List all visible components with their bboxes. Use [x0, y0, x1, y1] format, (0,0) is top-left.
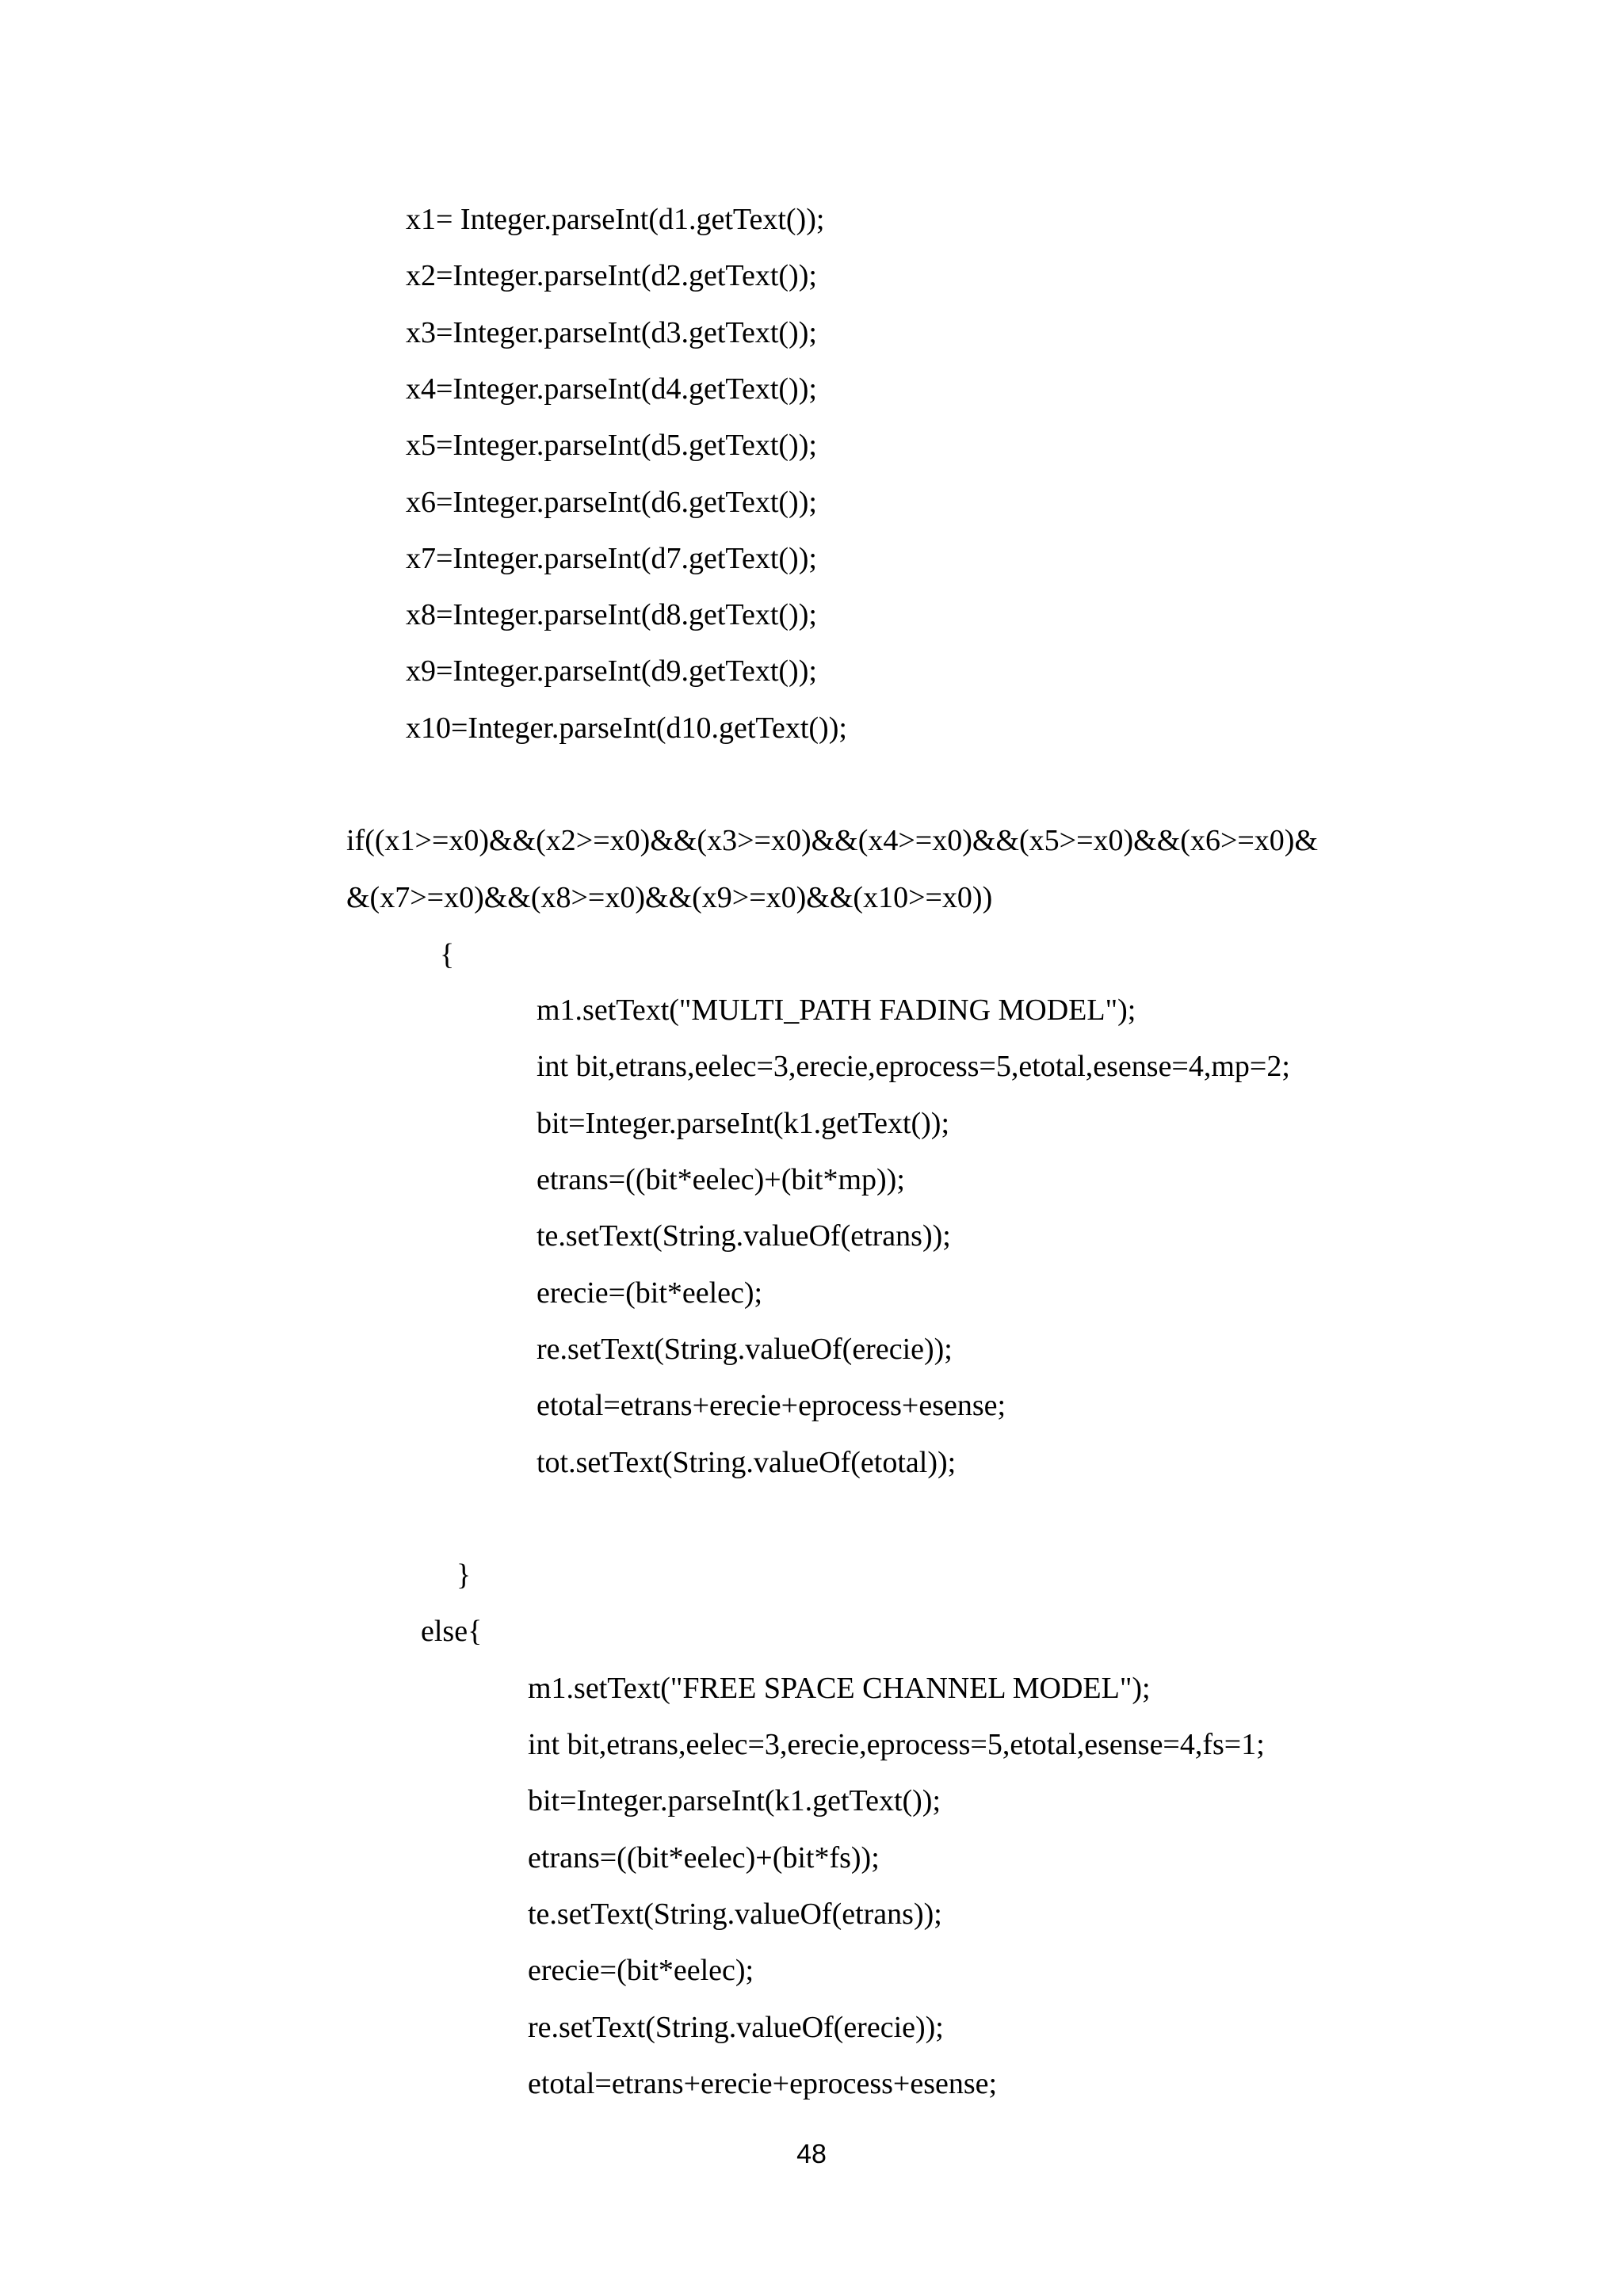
else-block-line-1: m1.setText("FREE SPACE CHANNEL MODEL");: [528, 1672, 1151, 1705]
if-block-line-6: erecie=(bit*eelec);: [537, 1276, 763, 1310]
if-close-brace: }: [456, 1558, 472, 1592]
code-line-x7: x7=Integer.parseInt(d7.getText());: [406, 542, 817, 575]
if-block-line-2: int bit,etrans,eelec=3,erecie,eprocess=5,etotal,esense=4,mp=2;: [537, 1050, 1290, 1083]
if-open-brace: {: [440, 938, 455, 971]
code-line-x1: x1= Integer.parseInt(d1.getText());: [406, 203, 825, 236]
if-block-line-5: te.setText(String.valueOf(etrans));: [537, 1219, 951, 1253]
else-block-line-4: etrans=((bit*eelec)+(bit*fs));: [528, 1841, 880, 1875]
if-block-line-4: etrans=((bit*eelec)+(bit*mp));: [537, 1163, 905, 1196]
code-line-x4: x4=Integer.parseInt(d4.getText());: [406, 372, 817, 406]
else-open: else{: [421, 1615, 483, 1648]
code-line-x9: x9=Integer.parseInt(d9.getText());: [406, 654, 817, 688]
code-line-x2: x2=Integer.parseInt(d2.getText());: [406, 259, 817, 292]
else-block-line-7: re.setText(String.valueOf(erecie));: [528, 2011, 944, 2044]
if-block-line-8: etotal=etrans+erecie+eprocess+esense;: [537, 1389, 1006, 1422]
if-block-line-9: tot.setText(String.valueOf(etotal));: [537, 1446, 957, 1479]
if-condition-line-2: &(x7>=x0)&&(x8>=x0)&&(x9>=x0)&&(x10>=x0)): [346, 881, 993, 914]
code-line-x8: x8=Integer.parseInt(d8.getText());: [406, 598, 817, 631]
if-condition-line-1: if((x1>=x0)&&(x2>=x0)&&(x3>=x0)&&(x4>=x0)&&(x5>=x0)&&(x6>=x0)&: [346, 824, 1319, 857]
else-block-line-3: bit=Integer.parseInt(k1.getText());: [528, 1784, 941, 1817]
else-block-line-6: erecie=(bit*eelec);: [528, 1954, 754, 1987]
code-line-x3: x3=Integer.parseInt(d3.getText());: [406, 316, 817, 349]
code-line-x10: x10=Integer.parseInt(d10.getText());: [406, 711, 847, 745]
else-block-line-8: etotal=etrans+erecie+eprocess+esense;: [528, 2067, 998, 2100]
else-block-line-5: te.setText(String.valueOf(etrans));: [528, 1897, 942, 1931]
code-line-x5: x5=Integer.parseInt(d5.getText());: [406, 429, 817, 462]
if-block-line-3: bit=Integer.parseInt(k1.getText());: [537, 1107, 950, 1140]
if-block-line-1: m1.setText("MULTI_PATH FADING MODEL");: [537, 994, 1136, 1027]
else-block-line-2: int bit,etrans,eelec=3,erecie,eprocess=5,etotal,esense=4,fs=1;: [528, 1728, 1265, 1761]
code-line-x6: x6=Integer.parseInt(d6.getText());: [406, 486, 817, 519]
page-number: 48: [796, 2139, 827, 2169]
if-block-line-7: re.setText(String.valueOf(erecie));: [537, 1333, 953, 1366]
